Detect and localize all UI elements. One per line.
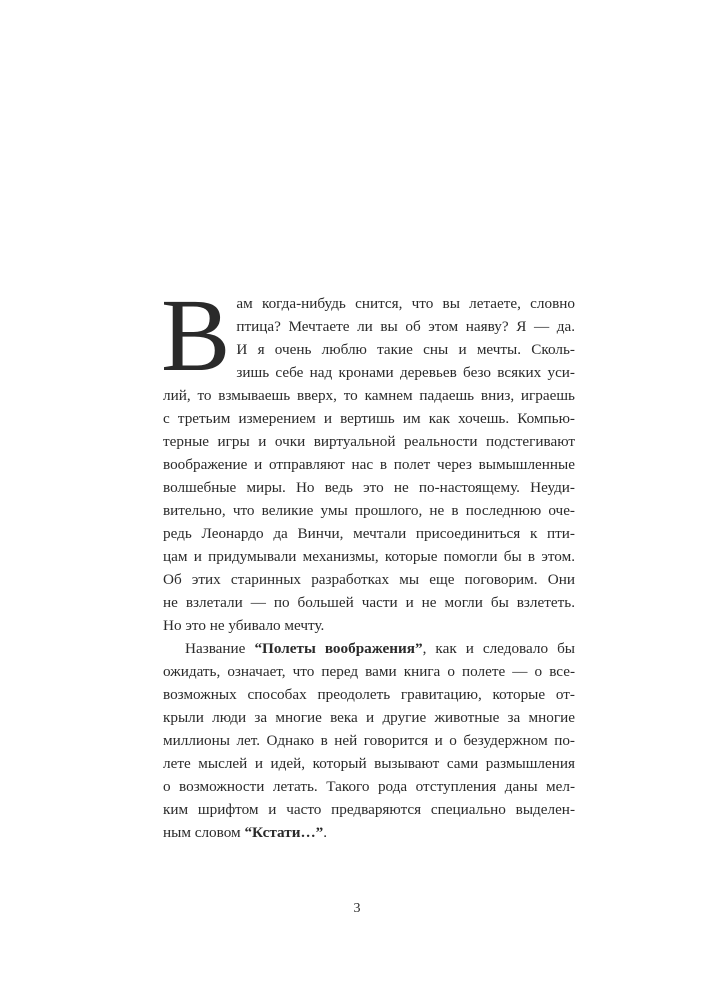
text-fragment: . [323, 824, 328, 841]
text-line: терные игры и очки виртуальной реальности подстегивают [163, 433, 575, 450]
text-line: Об этих старинных разработках мы еще поговорим. Они [163, 571, 575, 588]
text-line: воображение и отправляют нас в полет через вымышленные [163, 456, 575, 473]
text-line: крыли люди за многие века и другие животные за многие [163, 709, 575, 726]
paragraph-1 [161, 278, 575, 637]
page-number: 3 [353, 901, 361, 916]
text-line: ким шрифтом и часто предваряются специально выделен- [163, 801, 575, 818]
book-title: “Полеты воображения” [254, 640, 423, 657]
paragraph-2 [163, 637, 575, 844]
text-line: ожидать, означает, что перед вами книга о полете — о все- [163, 663, 575, 680]
text-line: о возможности летать. Такого рода отступления даны мел- [163, 778, 575, 795]
text-line: возможных способах преодолеть гравитацию, которые от- [163, 686, 575, 703]
text-line: зишь себе над кронами деревьев безо всяких уси- [236, 364, 575, 381]
text-fragment: ным словом [163, 824, 245, 841]
text-line: миллионы лет. Однако в ней говорится и о безудержном по- [163, 732, 575, 749]
text-fragment: Название [185, 640, 255, 657]
text-line: ам когда-нибудь снится, что вы летаете, словно [236, 295, 575, 312]
text-line: волшебные миры. Но ведь это не по-настоящему. Неуди- [163, 479, 575, 496]
text-line: птица? Мечтаете ли вы об этом наяву? Я — да. [236, 318, 575, 335]
text-line: редь Леонардо да Винчи, мечтали присоединиться к пти- [163, 525, 575, 542]
text-line: цам и придумывали механизмы, которые помогли бы в этом. [163, 548, 575, 565]
text-line: вительно, что великие умы прошлого, не в последнюю оче- [163, 502, 575, 519]
drop-cap: В [161, 278, 231, 393]
text-line: лете мыслей и идей, который вызывают сами размышления [163, 755, 575, 772]
text-fragment: , как и следовало бы [422, 640, 575, 657]
text-line [163, 637, 575, 660]
text-line: И я очень люблю такие сны и мечты. Сколь- [236, 341, 575, 358]
text-line: с третьим измерением и вертишь им как хочешь. Компью- [163, 410, 575, 427]
text-line: лий, то взмываешь вверх, то камнем падаешь вниз, играешь [163, 387, 575, 404]
text-line: не взлетали — по большей части и не могли бы взлететь. [163, 594, 575, 611]
text-line: Но это не убивало мечту. [163, 617, 325, 634]
text-line [163, 821, 575, 844]
highlighted-word: “Кстати…” [244, 824, 324, 841]
body-text [161, 278, 575, 844]
